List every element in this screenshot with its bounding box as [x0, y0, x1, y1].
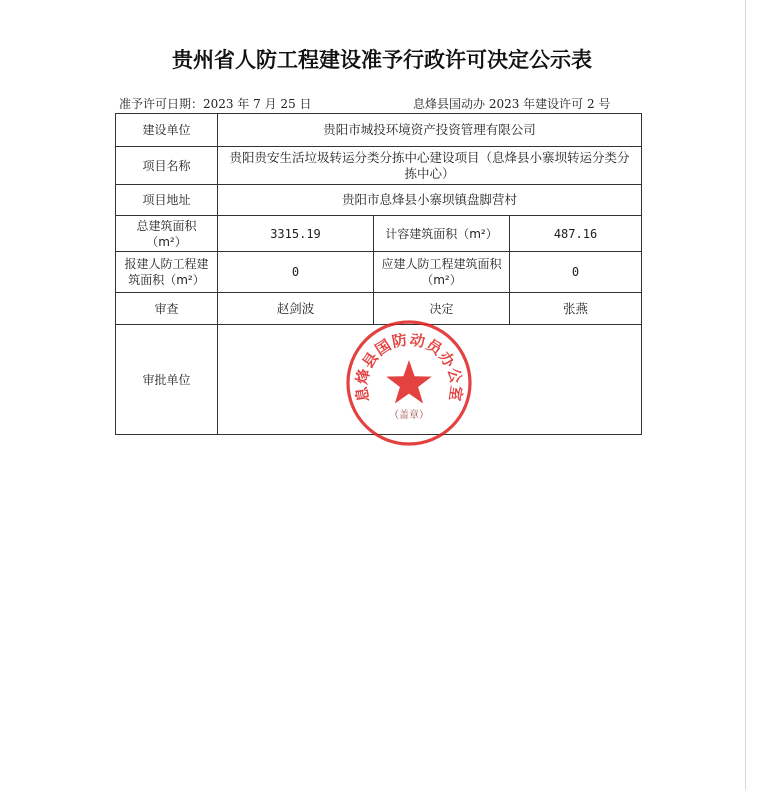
- seal-note: （盖章）: [389, 410, 429, 421]
- permit-date: 准予许可日期：2023 年 7 月 25 日: [119, 97, 312, 111]
- permit-number: 息烽县国动办 2023 年建设许可 2 号: [413, 97, 611, 111]
- calc-area-value: 487.16: [510, 216, 642, 252]
- total-area-value: 3315.19: [218, 216, 374, 252]
- decider-name: 张燕: [510, 293, 642, 325]
- table-row: [116, 252, 642, 293]
- unit-label: 建设单位: [116, 114, 218, 147]
- page-edge-line: [745, 0, 746, 790]
- required-area-value: 0: [510, 252, 642, 293]
- table-row: [116, 114, 642, 147]
- seal-arc-text: 息烽县国防动员办公室: [352, 330, 466, 404]
- approval-unit-label: 审批单位: [116, 325, 218, 435]
- total-area-label: 总建筑面积（m²）: [116, 216, 218, 252]
- address-value: 贵阳市息烽县小寨坝镇盘脚营村: [218, 185, 642, 216]
- reported-area-value: 0: [218, 252, 374, 293]
- unit-value: 贵阳市城投环境资产投资管理有限公司: [218, 114, 642, 147]
- document-title: 贵州省人防工程建设准予行政许可决定公示表: [172, 48, 592, 72]
- calc-area-label: 计容建筑面积（m²）: [374, 216, 510, 252]
- table-row: [116, 185, 642, 216]
- reported-area-label: 报建人防工程建筑面积（m²）: [116, 252, 218, 293]
- table-row: [116, 216, 642, 252]
- project-name-label: 项目名称: [116, 147, 218, 185]
- project-name-value: 贵阳贵安生活垃圾转运分类分拣中心建设项目（息烽县小寨坝转运分类分拣中心）: [218, 147, 642, 185]
- required-area-label: 应建人防工程建筑面积（m²）: [374, 252, 510, 293]
- decision-label: 决定: [374, 293, 510, 325]
- official-seal: [344, 318, 474, 448]
- reviewer-name: 赵剑波: [218, 293, 374, 325]
- table-row: [116, 147, 642, 185]
- address-label: 项目地址: [116, 185, 218, 216]
- seal-star-icon: [386, 360, 432, 404]
- review-label: 审查: [116, 293, 218, 325]
